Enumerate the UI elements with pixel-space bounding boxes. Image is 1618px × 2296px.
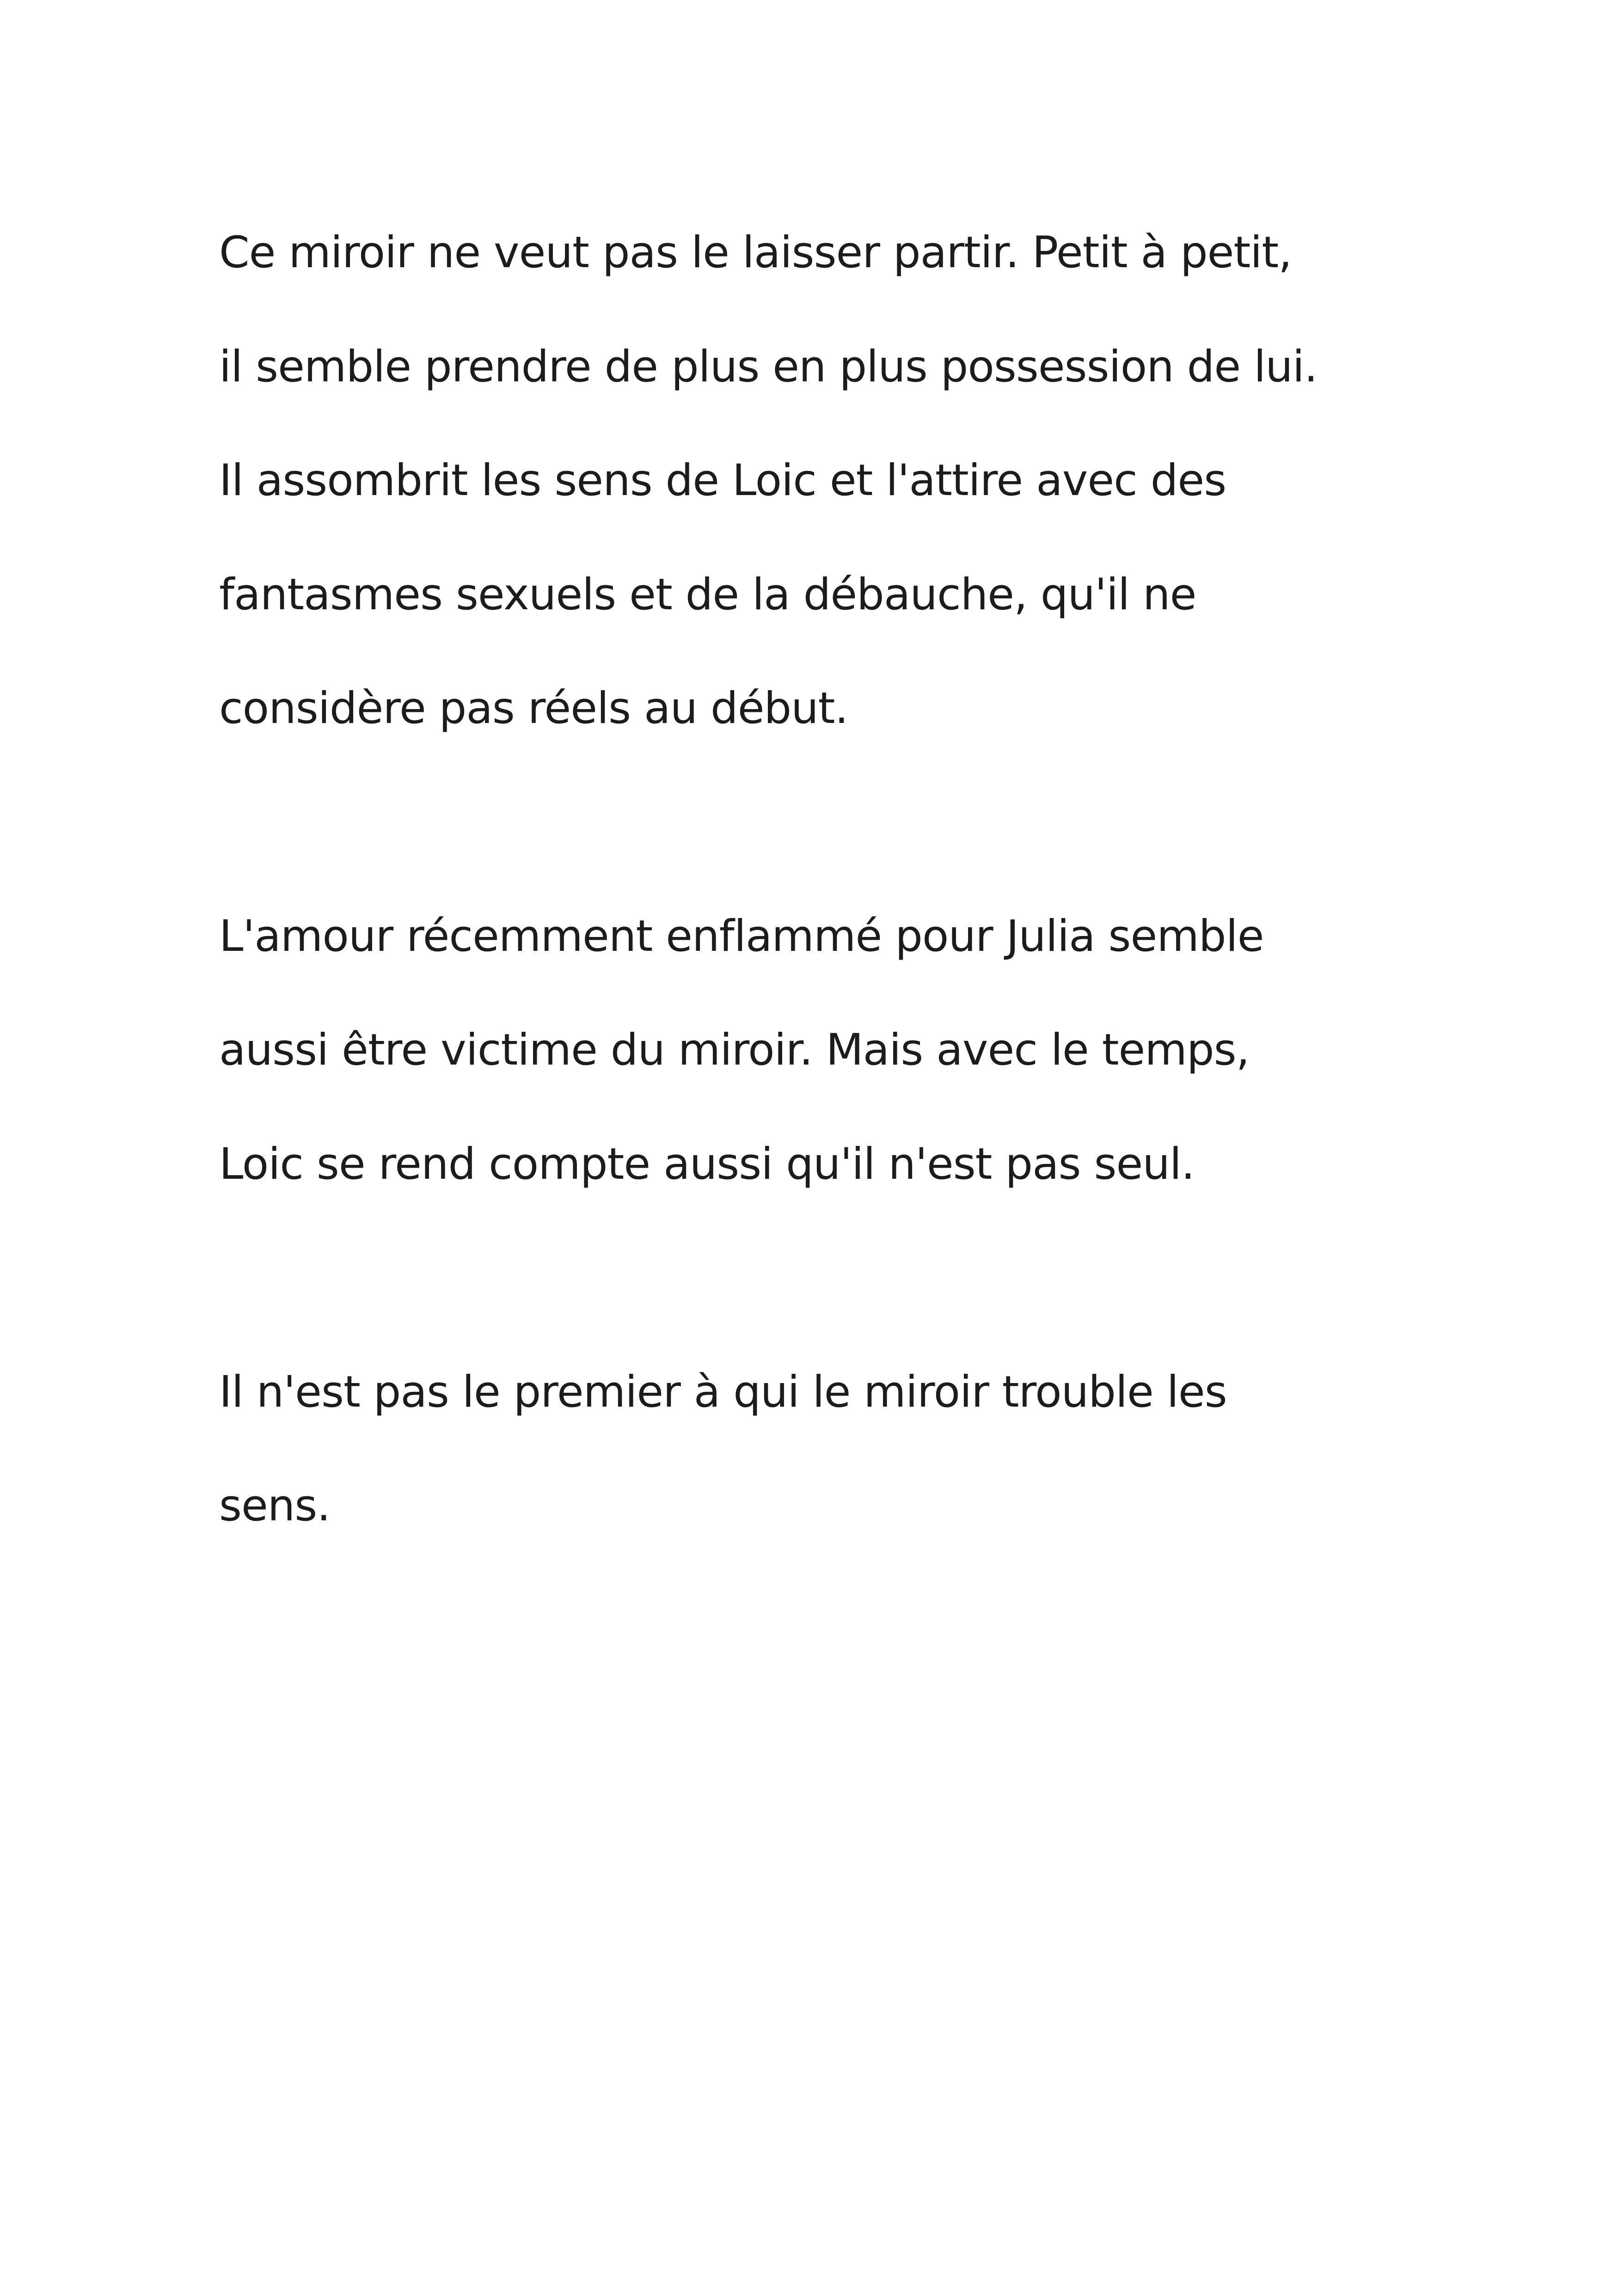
- text-line: Loic se rend compte aussi qu'il n'est pas seul.: [219, 1139, 1195, 1189]
- text-line: il semble prendre de plus en plus possession de lui.: [219, 342, 1318, 392]
- text-line: L'amour récemment enflammé pour Julia semble: [219, 911, 1264, 961]
- text-line: Il n'est pas le premier à qui le miroir trouble les: [219, 1367, 1227, 1417]
- text-line: sens.: [219, 1481, 331, 1531]
- text-line: aussi être victime du miroir. Mais avec le temps,: [219, 1025, 1250, 1075]
- text-line: Il assombrit les sens de Loic et l'attire avec des: [219, 455, 1226, 506]
- text-line: Ce miroir ne veut pas le laisser partir. Petit à petit,: [219, 227, 1292, 278]
- text-line: fantasmes sexuels et de la débauche, qu'il ne: [219, 569, 1196, 620]
- text-line: considère pas réels au début.: [219, 683, 848, 734]
